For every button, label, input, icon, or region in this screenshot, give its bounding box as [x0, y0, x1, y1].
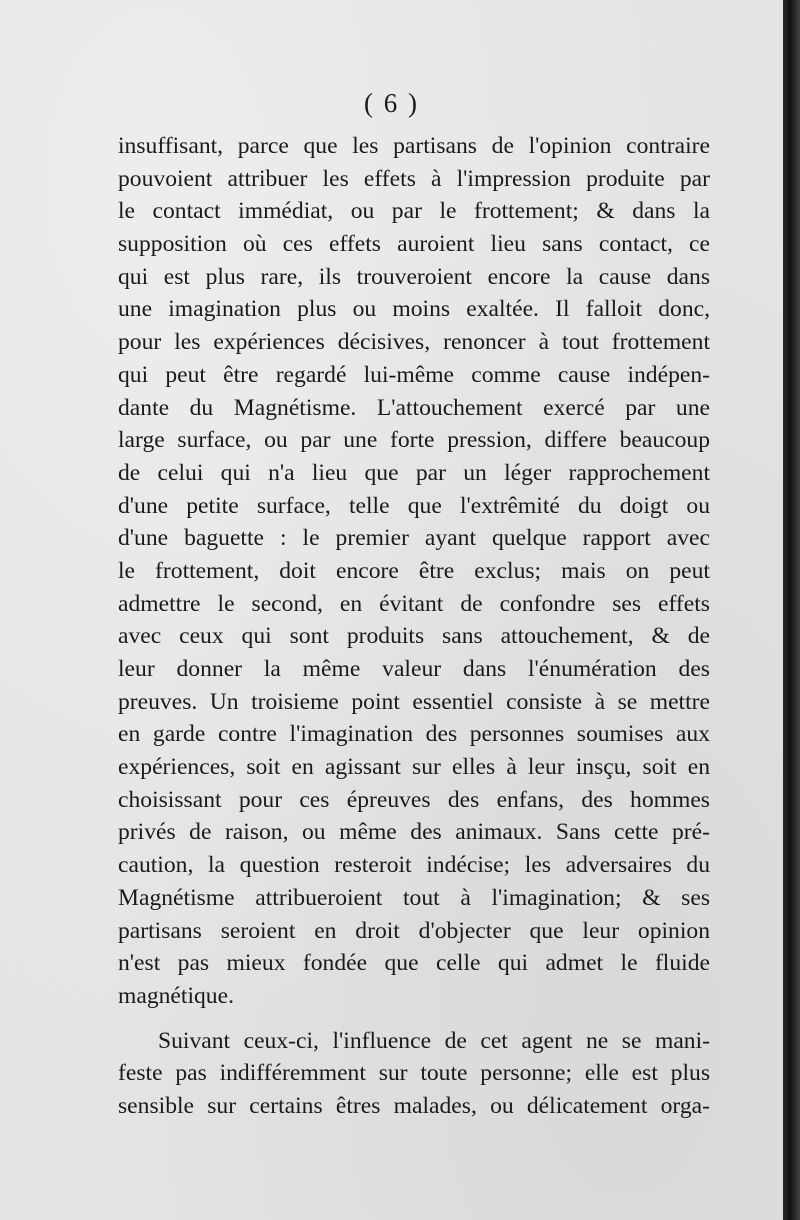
text-line: d'une petite surface, telle que l'extrêmité du doigt ou [118, 492, 710, 519]
body-text [118, 130, 710, 1123]
text-line: magnétique. [118, 982, 234, 1009]
text-line: large surface, ou par une forte pression, differe beaucoup [118, 427, 710, 454]
text-line: privés de raison, ou même des animaux. Sans cette pré- [118, 819, 710, 846]
text-line: preuves. Un troisieme point essentiel consiste à se mettre [118, 688, 710, 715]
page-edge-shadow [783, 0, 800, 1220]
text-line: leur donner la même valeur dans l'énumération des [118, 656, 710, 682]
text-line: une imagination plus ou moins exaltée. Il falloit donc, [118, 296, 710, 323]
text-line: avec ceux qui sont produits sans attouchement, & de [118, 623, 710, 650]
text-line: caution, la question resteroit indécise; les adversaires du [118, 852, 710, 879]
text-line: insuffisant, parce que les partisans de l'opinion contraire [118, 133, 710, 159]
text-line: n'est pas mieux fondée que celle qui admet le fluide [118, 950, 710, 977]
text-line: Magnétisme attribueroient tout à l'imagination; & ses [118, 884, 710, 911]
text-line: de celui qui n'a lieu que par un léger rapprochement [118, 459, 710, 486]
text-line: choisissant pour ces épreuves des enfans, des hommes [118, 786, 710, 813]
text-line: sensible sur certains êtres malades, ou délicatement orga- [118, 1092, 710, 1119]
paragraph-1 [118, 130, 710, 1013]
text-line: le frottement, doit encore être exclus; mais on peut [118, 557, 710, 584]
text-line: le contact immédiat, ou par le frottement; & dans la [118, 198, 710, 225]
text-line: admettre le second, en évitant de confondre ses effets [118, 590, 710, 617]
text-line: d'une baguette : le premier ayant quelque rapport avec [118, 525, 710, 552]
text-line: dante du Magnétisme. L'attouchement exercé par une [118, 394, 710, 421]
text-line: feste pas indifféremment sur toute personne; elle est plus [118, 1060, 710, 1087]
text-line: pour les expériences décisives, renoncer à tout frottement [118, 329, 710, 356]
text-line: expériences, soit en agissant sur elles à leur insçu, soit en [118, 754, 710, 781]
paragraph-2 [118, 1025, 710, 1123]
page-number: ( 6 ) [364, 88, 419, 118]
text-line: qui peut être regardé lui-même comme cause indépen- [118, 361, 710, 388]
text-line: pouvoient attribuer les effets à l'impression produite par [118, 165, 710, 192]
text-line: qui est plus rare, ils trouveroient encore la cause dans [118, 263, 710, 290]
text-line: partisans seroient en droit d'objecter que leur opinion [118, 917, 710, 944]
text-line: supposition où ces effets auroient lieu sans contact, ce [118, 231, 710, 258]
text-line: en garde contre l'imagination des personnes soumises aux [118, 721, 710, 748]
paragraph-spacer [118, 1013, 710, 1025]
text-line: Suivant ceux-ci, l'influence de cet agent ne se mani- [158, 1027, 710, 1054]
